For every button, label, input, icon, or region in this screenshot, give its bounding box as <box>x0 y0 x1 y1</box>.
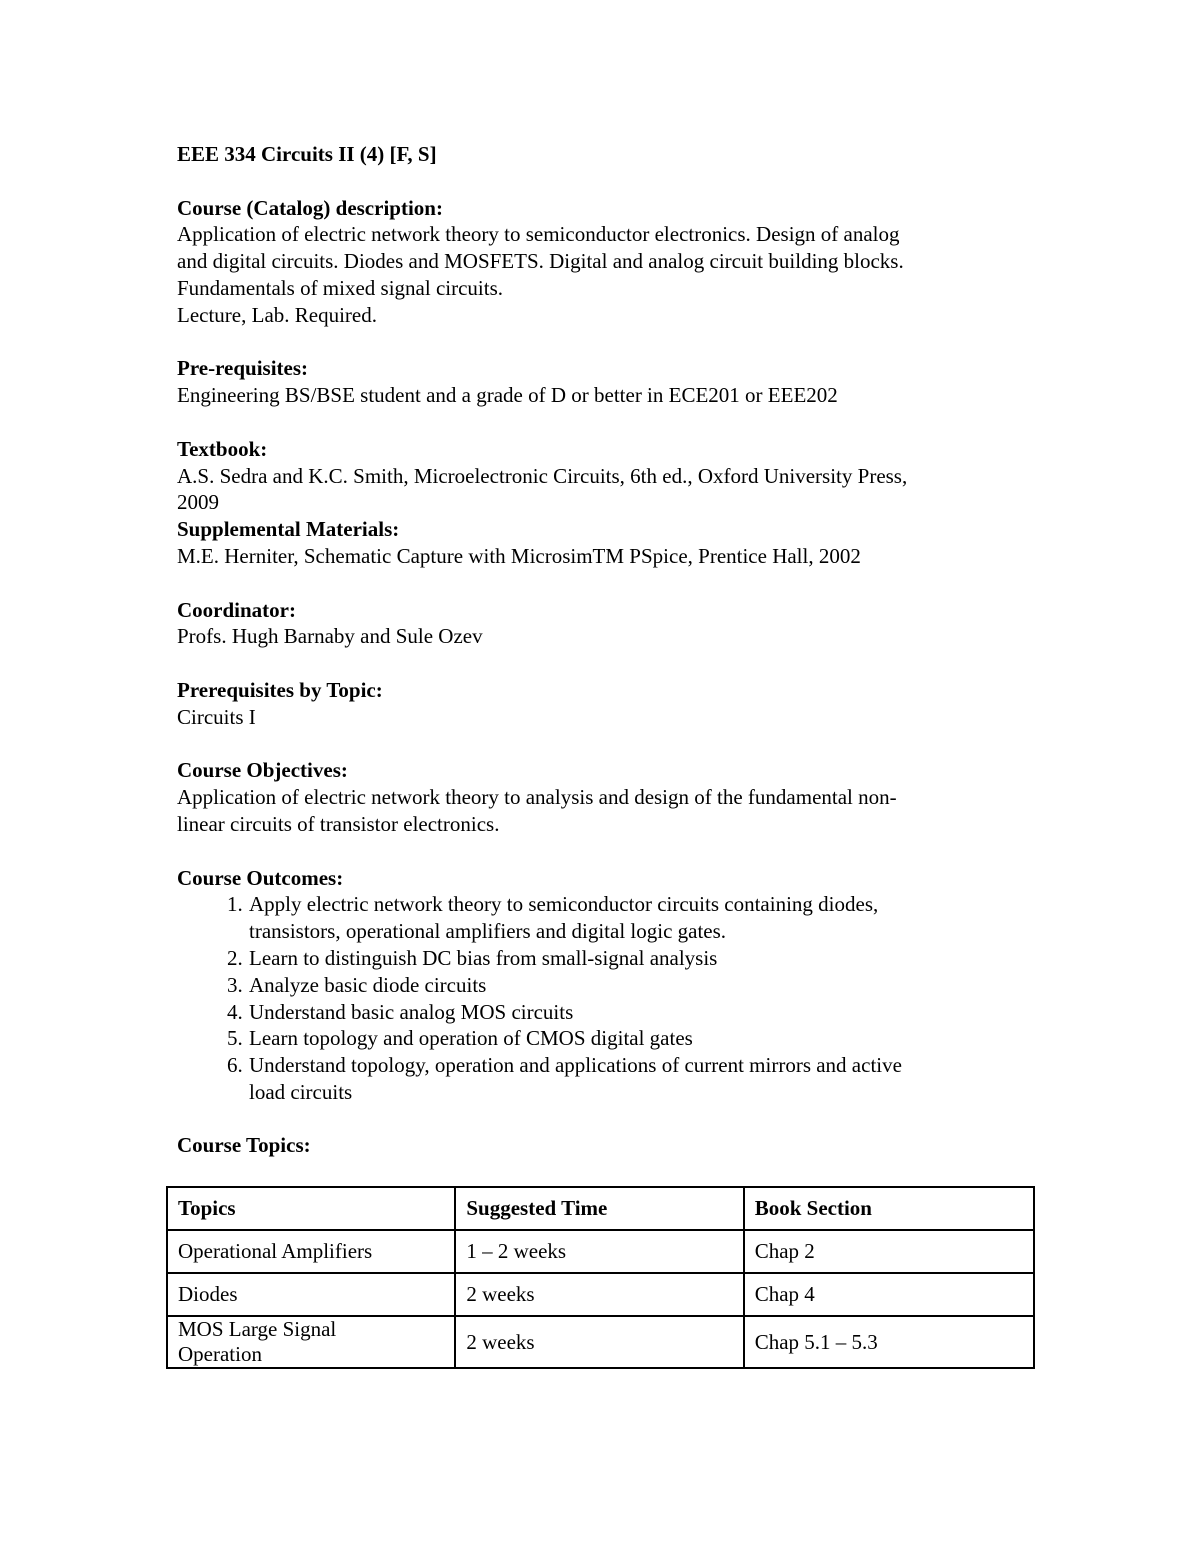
textbook-section <box>177 436 1034 570</box>
column-header-suggested-time: Suggested Time <box>455 1187 743 1230</box>
topic-cell <box>167 1316 455 1368</box>
section-cell: Chap 5.1 – 5.3 <box>744 1316 1034 1368</box>
coordinator-heading: Coordinator: <box>177 597 296 622</box>
objectives-heading: Course Objectives: <box>177 758 348 783</box>
prereqs-heading: Pre-requisites: <box>177 356 309 381</box>
list-item <box>248 891 1034 945</box>
description-line: Fundamentals of mixed signal circuits. <box>177 275 504 300</box>
objectives-line: linear circuits of transistor electronics. <box>177 811 500 836</box>
list-item <box>248 972 1034 999</box>
outcome-line: 3. Analyze basic diode circuits <box>249 972 487 997</box>
description-section <box>177 195 1034 329</box>
table-row <box>167 1230 1034 1273</box>
column-header-topics: Topics <box>167 1187 455 1230</box>
outcome-line: 4. Understand basic analog MOS circuits <box>249 999 574 1024</box>
table-row <box>167 1316 1034 1368</box>
outcome-line: 1. Apply electric network theory to semiconductor circuits containing diodes, <box>249 892 879 917</box>
prereq-topics-section <box>177 677 1034 731</box>
topics-section <box>177 1132 1034 1369</box>
outcome-line: 6. Understand topology, operation and applications of current mirrors and active <box>249 1053 902 1078</box>
topic-line: MOS Large Signal <box>178 1317 337 1342</box>
list-item <box>248 999 1034 1026</box>
time-cell: 1 – 2 weeks <box>455 1230 743 1273</box>
list-item <box>248 1025 1034 1052</box>
section-cell: Chap 2 <box>744 1230 1034 1273</box>
topic-cell <box>167 1230 455 1273</box>
supplemental-heading: Supplemental Materials: <box>177 517 400 542</box>
textbook-line: A.S. Sedra and K.C. Smith, Microelectronic Circuits, 6th ed., Oxford University Press, <box>177 463 908 488</box>
topics-heading: Course Topics: <box>177 1133 311 1158</box>
prereqs-section <box>177 355 1034 409</box>
objectives-section <box>177 757 1034 837</box>
supplemental-text: M.E. Herniter, Schematic Capture with MicrosimTM PSpice, Prentice Hall, 2002 <box>177 543 861 568</box>
topic-cell <box>167 1273 455 1316</box>
textbook-heading: Textbook: <box>177 436 268 461</box>
outcomes-list <box>177 891 1034 1105</box>
outcomes-section <box>177 865 1034 1106</box>
table-header-row <box>167 1187 1034 1230</box>
prereqs-text: Engineering BS/BSE student and a grade of D or better in ECE201 or EEE202 <box>177 383 838 408</box>
description-line: Application of electric network theory to semiconductor electronics. Design of analog <box>177 222 900 247</box>
course-title: EEE 334 Circuits II (4) [F, S] <box>177 142 437 166</box>
coordinator-section <box>177 597 1034 651</box>
section-cell: Chap 4 <box>744 1273 1034 1316</box>
topics-table <box>166 1186 1035 1369</box>
topic-line: Operation <box>178 1342 262 1367</box>
table-row <box>167 1273 1034 1316</box>
time-cell: 2 weeks <box>455 1273 743 1316</box>
outcome-line: load circuits <box>249 1079 353 1104</box>
objectives-line: Application of electric network theory to analysis and design of the fundamental non- <box>177 785 897 810</box>
outcome-line: transistors, operational amplifiers and digital logic gates. <box>249 919 727 944</box>
list-item <box>248 945 1034 972</box>
list-item <box>248 1052 1034 1106</box>
prereq-topics-text: Circuits I <box>177 704 256 729</box>
textbook-line: 2009 <box>177 490 219 515</box>
prereq-topics-heading: Prerequisites by Topic: <box>177 677 383 702</box>
outcomes-heading: Course Outcomes: <box>177 865 344 890</box>
topic-line: Operational Amplifiers <box>178 1239 373 1264</box>
description-heading: Course (Catalog) description: <box>177 195 443 220</box>
topic-line: Diodes <box>178 1282 238 1307</box>
column-header-book-section: Book Section <box>744 1187 1034 1230</box>
time-cell: 2 weeks <box>455 1316 743 1368</box>
description-line: and digital circuits. Diodes and MOSFETS. Digital and analog circuit building blocks. <box>177 249 904 274</box>
coordinator-text: Profs. Hugh Barnaby and Sule Ozev <box>177 624 483 649</box>
description-line: Lecture, Lab. Required. <box>177 302 377 327</box>
outcome-line: 2. Learn to distinguish DC bias from small-signal analysis <box>249 945 718 970</box>
outcome-line: 5. Learn topology and operation of CMOS digital gates <box>249 1026 693 1051</box>
